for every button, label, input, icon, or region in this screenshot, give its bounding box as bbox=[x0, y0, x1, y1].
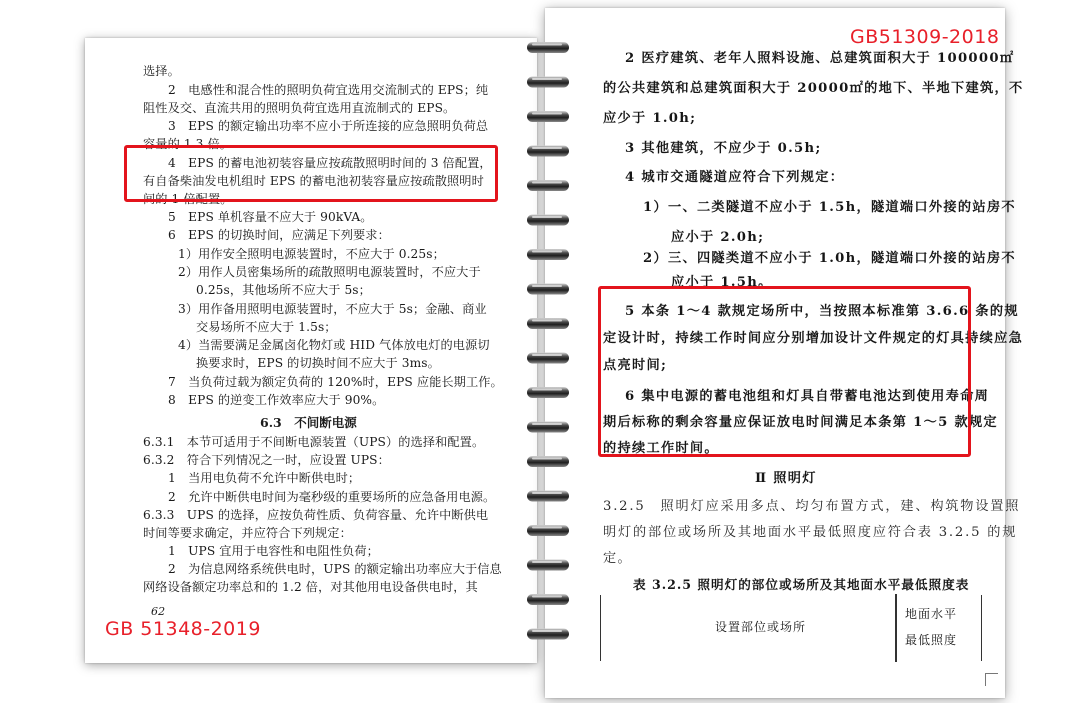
text-line: 定。 bbox=[603, 551, 632, 566]
binder-ring-highlight bbox=[532, 320, 562, 322]
crop-mark-icon bbox=[985, 673, 998, 686]
text-line: 3）用作备用照明电源装置时，不应大于 5s；金融、商业 bbox=[178, 302, 487, 316]
text-line: 7 当负荷过载为额定负荷的 120%时，EPS 应能长期工作。 bbox=[168, 375, 503, 389]
binder-ring-highlight bbox=[532, 423, 562, 425]
binder-ring-highlight bbox=[532, 389, 562, 391]
binder-ring-highlight bbox=[532, 44, 562, 46]
text-line: 应小于 2.0h; bbox=[671, 230, 765, 245]
text-line: 1）用作安全照明电源装置时，不应大于 0.25s； bbox=[178, 247, 445, 261]
binder-ring-highlight bbox=[532, 78, 562, 80]
text-line: 换要求时，EPS 的切换时间不应大于 3ms。 bbox=[196, 356, 440, 370]
spiral-binding-icon bbox=[523, 30, 573, 670]
text-line: 6.3.1 本节可适用于不间断电源装置（UPS）的选择和配置。 bbox=[143, 435, 485, 449]
binder-ring-highlight bbox=[532, 147, 562, 149]
text-line: 6 集中电源的蓄电池组和灯具自带蓄电池达到使用寿命周 bbox=[625, 389, 990, 404]
text-line: 应少于 1.0h; bbox=[603, 111, 697, 126]
table-header-illuminance-1: 地面水平 bbox=[905, 607, 958, 621]
binder-ring-highlight bbox=[532, 251, 562, 253]
binder-ring-highlight bbox=[532, 630, 562, 632]
text-line: 2 电感性和混合性的照明负荷宜选用交流制式的 EPS；纯 bbox=[168, 83, 489, 97]
text-line: 4 EPS 的蓄电池初装容量应按疏散照明时间的 3 倍配置， bbox=[168, 156, 492, 170]
text-line: 2 允许中断供电时间为毫秒级的重要场所的应急备用电源。 bbox=[168, 490, 496, 504]
text-line: 4 城市交通隧道应符合下列规定： bbox=[625, 170, 845, 185]
text-line: 6 EPS 的切换时间，应满足下列要求： bbox=[168, 228, 390, 242]
text-line: 间的 1 倍配置。 bbox=[143, 192, 233, 206]
table-caption: 表 3.2.5 照明灯的部位或场所及其地面水平最低照度表 bbox=[633, 577, 970, 592]
text-line: 的公共建筑和总建筑面积大于 20000㎡的地下、半地下建筑，不 bbox=[603, 81, 1024, 96]
text-line: 时间等要求确定，并应符合下列规定： bbox=[143, 526, 352, 540]
text-line: 0.25s，其他场所不应大于 5s； bbox=[196, 283, 371, 297]
text-line: 6.3.3 UPS 的选择，应按负荷性质、负荷容量、允许中断供电 bbox=[143, 508, 489, 522]
text-line: 的持续工作时间。 bbox=[603, 441, 719, 456]
text-line: 2 为信息网络系统供电时，UPS 的额定输出功率应大于信息 bbox=[168, 562, 502, 576]
binder-ring-highlight bbox=[532, 492, 562, 494]
text-line: 网络设备额定功率总和的 1.2 倍，对其他用电设备供电时，其 bbox=[143, 580, 478, 594]
text-line: 阻性及交、直流共用的照明负荷宜选用直流制式的 EPS。 bbox=[143, 101, 456, 115]
binder-ring-highlight bbox=[532, 285, 562, 287]
binder-ring-highlight bbox=[532, 458, 562, 460]
binder-ring-highlight bbox=[532, 216, 562, 218]
text-line: 2）三、四隧类道不应小于 1.0h，隧道端口外接的站房不 bbox=[643, 251, 1016, 266]
text-line: 1 当用电负荷不允许中断供电时； bbox=[168, 471, 361, 485]
table-header-illuminance-2: 最低照度 bbox=[905, 633, 958, 647]
text-line: 5 本条 1～4 款规定场所中，当按照本标准第 3.6.6 条的规 bbox=[625, 304, 1019, 319]
table-header-location: 设置部位或场所 bbox=[715, 620, 807, 634]
text-line: 期后标称的剩余容量应保证放电时间满足本条第 1～5 款规定 bbox=[603, 415, 998, 430]
text-line: 选择。 bbox=[143, 64, 180, 78]
text-line: 8 EPS 的逆变工作效率应大于 90%。 bbox=[168, 393, 385, 407]
binder-ring-highlight bbox=[532, 354, 562, 356]
text-line: 3.2.5 照明灯应采用多点、均匀布置方式，建、构筑物设置照 bbox=[603, 499, 1021, 514]
text-line: 应小于 1.5h。 bbox=[671, 275, 773, 290]
page-number: 62 bbox=[151, 605, 166, 618]
text-line: 容量的 1.3 倍。 bbox=[143, 137, 233, 151]
standard-label-right: GB51309-2018 bbox=[850, 26, 1000, 48]
text-line: 1）一、二类隧道不应小于 1.5h，隧道端口外接的站房不 bbox=[643, 200, 1016, 215]
text-line: 3 EPS 的额定输出功率不应小于所连接的应急照明负荷总 bbox=[168, 119, 489, 133]
section-heading: Ⅱ 照明灯 bbox=[755, 471, 817, 486]
binder-ring-highlight bbox=[532, 182, 562, 184]
text-line: 1 UPS 宜用于电容性和电阻性负荷； bbox=[168, 544, 379, 558]
highlight-box-right bbox=[598, 286, 971, 457]
text-line: 2）用作人员密集场所的疏散照明电源装置时，不应大于 bbox=[178, 265, 481, 279]
text-line: 有自备柴油发电机组时 EPS 的蓄电池初装容量应按疏散照明时 bbox=[143, 174, 484, 188]
text-line: 定设计时，持续工作时间应分别增加设计文件规定的灯具持续应急 bbox=[603, 331, 1024, 346]
text-line: 3 其他建筑，不应少于 0.5h; bbox=[625, 141, 822, 156]
text-line: 点亮时间; bbox=[603, 358, 668, 373]
standard-label-left: GB 51348-2019 bbox=[105, 618, 261, 640]
text-line: 6.3.2 符合下列情况之一时，应设置 UPS： bbox=[143, 453, 390, 467]
table-divider bbox=[895, 594, 897, 662]
text-line: 5 EPS 单机容量不应大于 90kVA。 bbox=[168, 210, 373, 224]
highlight-box-left bbox=[124, 145, 498, 202]
text-line: 交易场所不应大于 1.5s； bbox=[196, 320, 337, 334]
left-page bbox=[85, 38, 537, 663]
binder-ring-highlight bbox=[532, 527, 562, 529]
binder-ring-highlight bbox=[532, 596, 562, 598]
binder-ring-highlight bbox=[532, 561, 562, 563]
text-line: 2 医疗建筑、老年人照料设施、总建筑面积大于 100000㎡ bbox=[625, 51, 1015, 66]
section-heading: 6.3 不间断电源 bbox=[260, 415, 357, 430]
binder-ring-highlight bbox=[532, 113, 562, 115]
text-line: 4）当需要满足金属卤化物灯或 HID 气体放电灯的电源切 bbox=[178, 338, 490, 352]
text-line: 明灯的部位或场所及其地面水平最低照度应符合表 3.2.5 的规 bbox=[603, 525, 1018, 540]
